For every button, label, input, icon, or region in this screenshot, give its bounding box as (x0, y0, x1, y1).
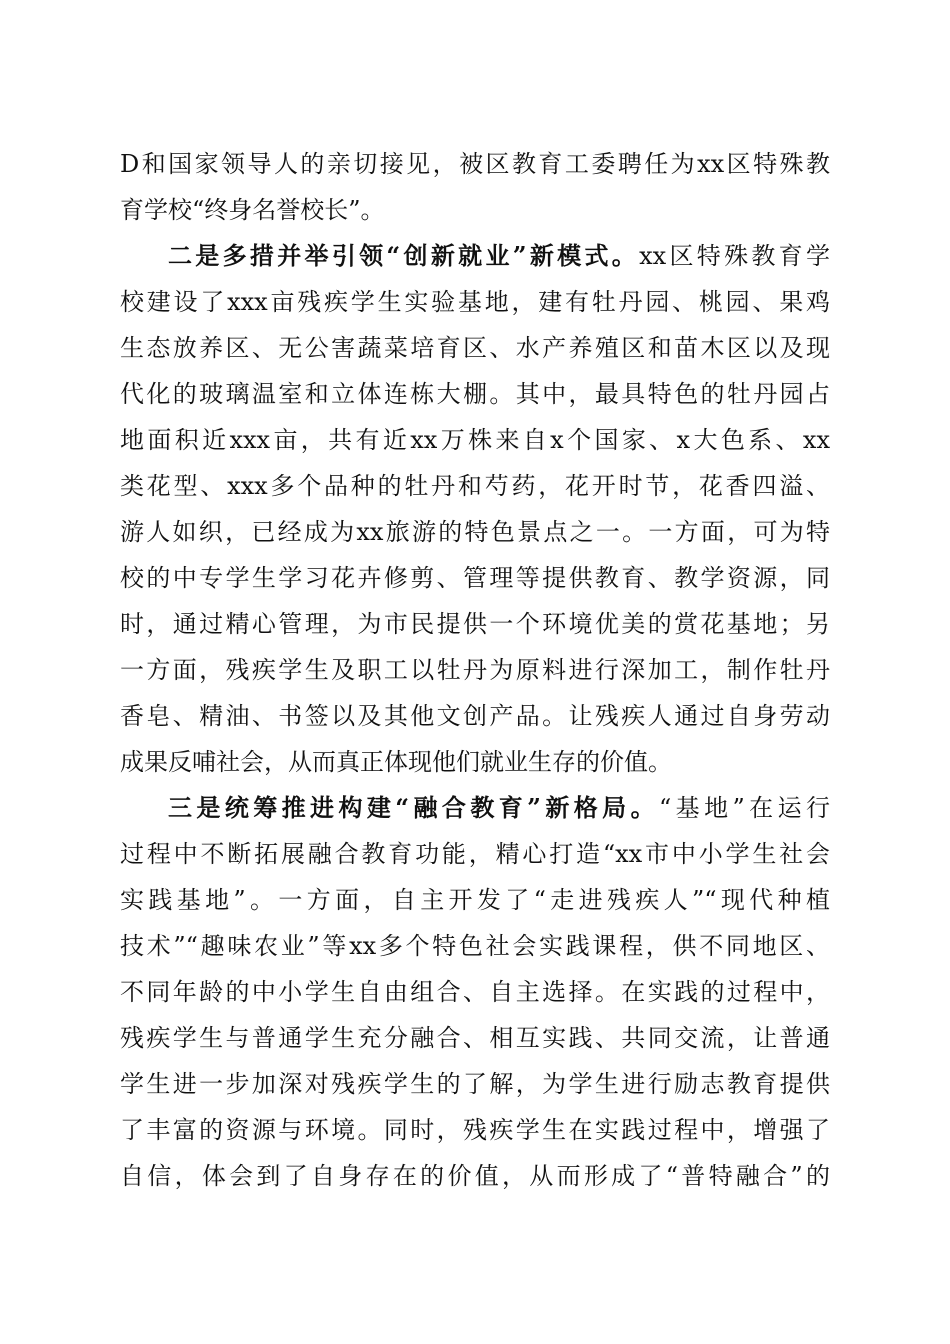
paragraph-2-first-line (168, 236, 830, 276)
paragraph-2-line: 类花型、xxx多个品种的牡丹和芍药，花开时节，花香四溢、 (120, 472, 830, 500)
paragraph-3-first-line (168, 788, 830, 828)
paragraph-3-line: 残疾学生与普通学生充分融合、相互实践、共同交流，让普通 (120, 1024, 830, 1052)
paragraph-3-lead: 三是统筹推进构建“融合教育”新格局。 (168, 793, 659, 822)
paragraph-2-line: 成果反哺社会，从而真正体现他们就业生存的价值。 (120, 748, 672, 776)
paragraph-3-line: 技术”“趣味农业”等xx多个特色社会实践课程，供不同地区、 (120, 932, 830, 960)
paragraph-3-line: 不同年龄的中小学生自由组合、自主选择。在实践的过程中， (120, 978, 830, 1006)
paragraph-2-line: 生态放养区、无公害蔬菜培育区、水产养殖区和苗木区以及现 (120, 334, 830, 362)
paragraph-3-line: 过程中不断拓展融合教育功能，精心打造“xx市中小学生社会 (120, 840, 830, 868)
paragraph-2-line: 代化的玻璃温室和立体连栋大棚。其中，最具特色的牡丹园占 (120, 380, 830, 408)
paragraph-3-line: 了丰富的资源与环境。同时，残疾学生在实践过程中，增强了 (120, 1116, 830, 1144)
paragraph-1-line-1: D和国家领导人的亲切接见，被区教育工委聘任为xx区特殊教 (120, 150, 830, 178)
paragraph-2-line: 香皂、精油、书签以及其他文创产品。让残疾人通过自身劳动 (120, 702, 830, 730)
paragraph-2-line: 地面积近xxx亩，共有近xx万株来自x个国家、x大色系、xx (120, 426, 830, 454)
paragraph-3-line: 自信，体会到了自身存在的价值，从而形成了“普特融合”的 (120, 1162, 830, 1190)
paragraph-1-line-2: 育学校“终身名誉校长”。 (120, 196, 385, 224)
paragraph-3-line: 实践基地”。一方面，自主开发了“走进残疾人”“现代种植 (120, 886, 830, 914)
paragraph-2-line: 时，通过精心管理，为市民提供一个环境优美的赏花基地；另 (120, 610, 830, 638)
paragraph-2-line: 一方面，残疾学生及职工以牡丹为原料进行深加工，制作牡丹 (120, 656, 830, 684)
paragraph-2-lead: 二是多措并举引领“创新就业”新模式。 (168, 241, 640, 270)
paragraph-2-line: 游人如织，已经成为xx旅游的特色景点之一。一方面，可为特 (120, 518, 830, 546)
paragraph-2-first-rest: xx区特殊教育学 (639, 242, 830, 270)
paragraph-2-line: 校的中专学生学习花卉修剪、管理等提供教育、教学资源，同 (120, 564, 830, 592)
paragraph-3-first-rest: “基地”在运行 (659, 794, 830, 822)
paragraph-2-line: 校建设了xxx亩残疾学生实验基地，建有牡丹园、桃园、果鸡 (120, 288, 830, 316)
paragraph-3-line: 学生进一步加深对残疾学生的了解，为学生进行励志教育提供 (120, 1070, 830, 1098)
